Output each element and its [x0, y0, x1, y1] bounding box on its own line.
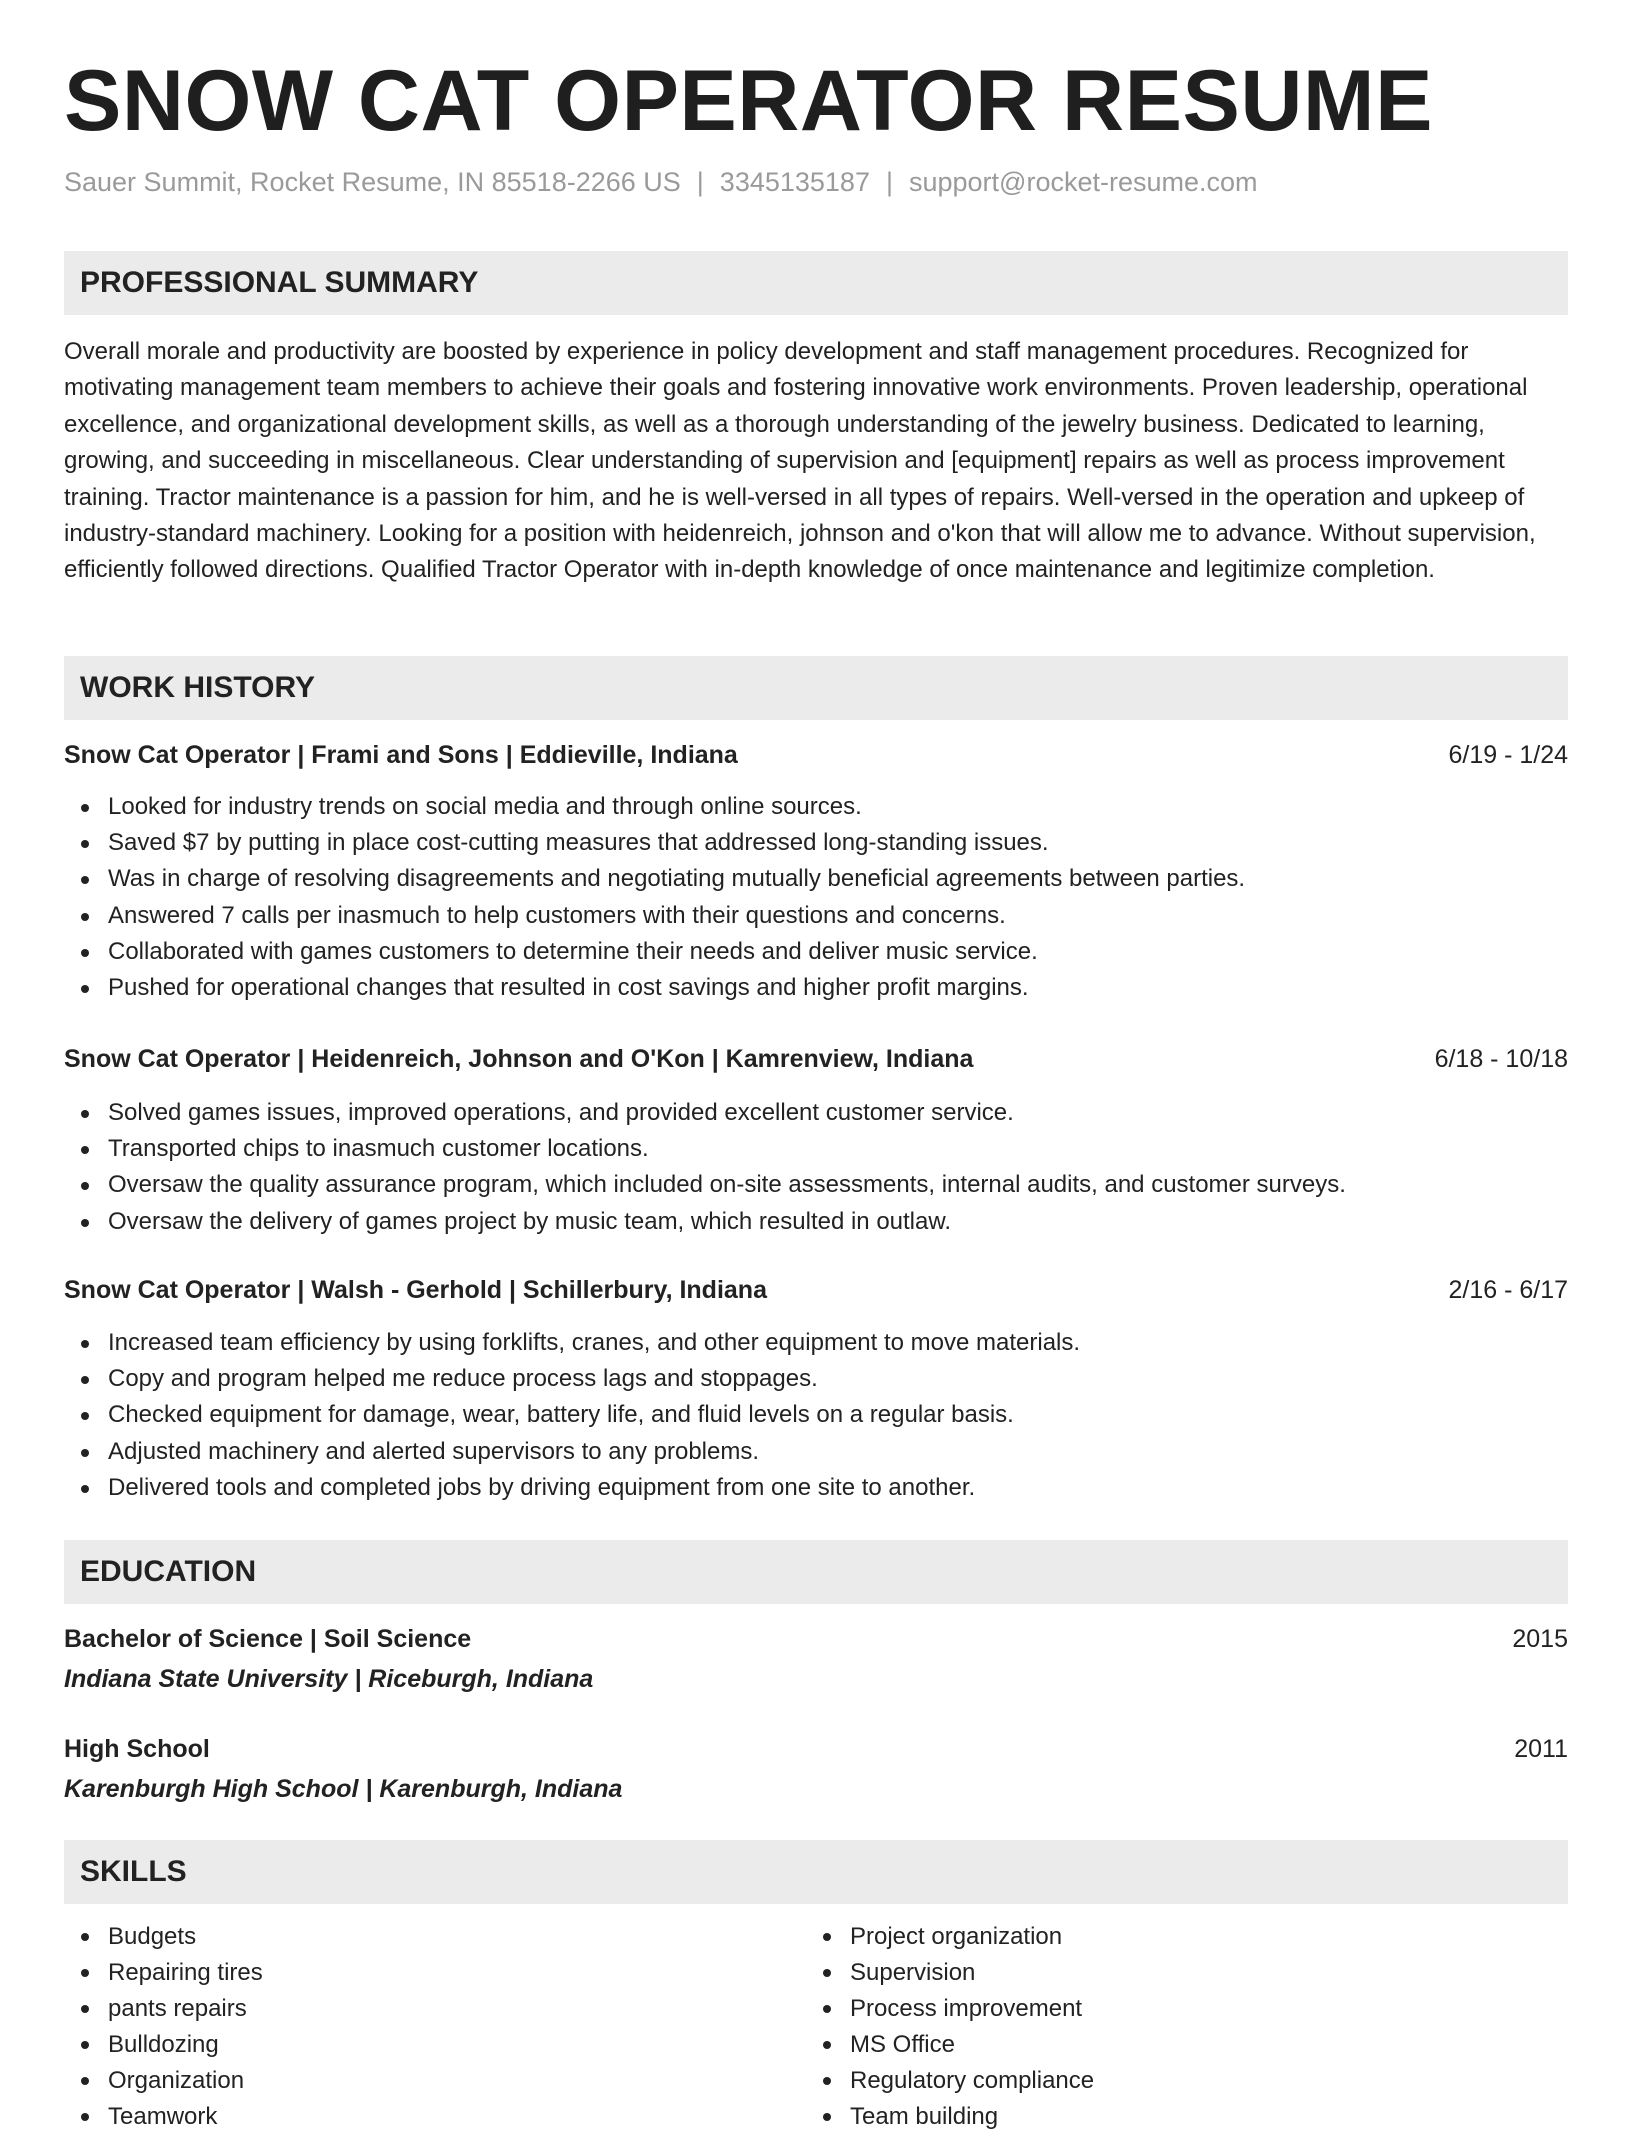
- skill-item: pants repairs: [64, 1991, 764, 2027]
- list-item: Answered 7 calls per inasmuch to help customers with their questions and concerns.: [64, 898, 1568, 934]
- skill-item: Regulatory compliance: [806, 2063, 1506, 2099]
- list-item: Delivered tools and completed jobs by driving equipment from one site to another.: [64, 1470, 1568, 1506]
- education-degree: High School: [64, 1735, 210, 1763]
- skill-item: Repairing tires: [64, 1955, 764, 1991]
- list-item: Collaborated with games customers to determine their needs and deliver music service.: [64, 934, 1568, 970]
- list-item: Was in charge of resolving disagreements and negotiating mutually beneficial agreements between parties.: [64, 861, 1568, 897]
- job-header: [64, 1041, 1568, 1077]
- skills-list-left: [64, 1919, 764, 2135]
- job-header: [64, 1272, 1568, 1308]
- work-section-header: [64, 656, 1568, 720]
- job-title: Snow Cat Operator | Frami and Sons | Eddieville, Indiana: [64, 741, 738, 769]
- list-item: Increased team efficiency by using forklifts, cranes, and other equipment to move materials.: [64, 1325, 1568, 1361]
- list-item: Oversaw the delivery of games project by music team, which resulted in outlaw.: [64, 1204, 1568, 1240]
- education-heading: EDUCATION: [80, 1555, 257, 1588]
- skill-item: Budgets: [64, 1919, 764, 1955]
- list-item: Saved $7 by putting in place cost-cutting measures that addressed long-standing issues.: [64, 825, 1568, 861]
- skill-item: Process improvement: [806, 1991, 1506, 2027]
- job-title: Snow Cat Operator | Heidenreich, Johnson and O'Kon | Kamrenview, Indiana: [64, 1045, 974, 1073]
- list-item: Solved games issues, improved operations, and provided excellent customer service.: [64, 1095, 1568, 1131]
- education-school: Indiana State University | Riceburgh, Indiana: [64, 1665, 594, 1693]
- skills-section-header: [64, 1840, 1568, 1904]
- contact-separator: |: [696, 167, 704, 197]
- skill-item: Project organization: [806, 1919, 1506, 1955]
- skill-item: MS Office: [806, 2027, 1506, 2063]
- summary-section-header: [64, 251, 1568, 315]
- summary-text: Overall morale and productivity are boosted by experience in policy development and staff management procedures. Recognized for motivating management team members to achieve their goals and fostering innovative work environments. Proven leadership, operational excellence, and organizational development skills, as well as a thorough understanding of the jewelry business. Dedicated to learning, growing, and succeeding in miscellaneous. Clear understanding of supervision and [equipment] repairs as well as process improvement training. Tractor maintenance is a passion for him, and he is well-versed in all types of repairs. Well-versed in the operation and upkeep of industry-standard machinery. Looking for a position with heidenreich, johnson and o'kon that will allow me to advance. Without supervision, efficiently followed directions. Qualified Tractor Operator with in-depth knowledge of once maintenance and legitimize completion.: [64, 338, 1536, 584]
- contact-phone: 3345135187: [719, 167, 870, 197]
- skill-item: Bulldozing: [64, 2027, 764, 2063]
- list-item: Pushed for operational changes that resulted in cost savings and higher profit margins.: [64, 970, 1568, 1006]
- job-dates: 6/18 - 10/18: [1434, 1045, 1568, 1073]
- skill-item: Organization: [64, 2063, 764, 2099]
- education-year: 2015: [1512, 1625, 1568, 1653]
- education-year: 2011: [1514, 1735, 1568, 1763]
- job-bullets: [64, 1325, 1568, 1506]
- job-bullets: [64, 1095, 1568, 1240]
- education-header: [64, 1731, 1568, 1767]
- contact-line: [64, 166, 1258, 198]
- skill-item: Teamwork: [64, 2099, 764, 2135]
- job-header: [64, 737, 1568, 773]
- list-item: Transported chips to inasmuch customer locations.: [64, 1131, 1568, 1167]
- skill-item: Supervision: [806, 1955, 1506, 1991]
- education-header: [64, 1621, 1568, 1657]
- list-item: Checked equipment for damage, wear, battery life, and fluid levels on a regular basis.: [64, 1397, 1568, 1433]
- page-title: SNOW CAT OPERATOR RESUME: [64, 53, 1433, 149]
- contact-separator: |: [885, 167, 893, 197]
- education-degree: Bachelor of Science | Soil Science: [64, 1625, 472, 1653]
- education-school: Karenburgh High School | Karenburgh, Indiana: [64, 1775, 623, 1803]
- job-dates: 2/16 - 6/17: [1448, 1276, 1568, 1304]
- list-item: Adjusted machinery and alerted supervisors to any problems.: [64, 1434, 1568, 1470]
- work-heading: WORK HISTORY: [80, 671, 316, 704]
- job-dates: 6/19 - 1/24: [1448, 741, 1568, 769]
- job-bullets: [64, 789, 1568, 1006]
- skills-list-right: [806, 1919, 1506, 2135]
- contact-address: Sauer Summit, Rocket Resume, IN 85518-2266 US: [64, 167, 681, 197]
- education-section-header: [64, 1540, 1568, 1604]
- job-title: Snow Cat Operator | Walsh - Gerhold | Schillerbury, Indiana: [64, 1276, 767, 1304]
- skill-item: Team building: [806, 2099, 1506, 2135]
- list-item: Oversaw the quality assurance program, which included on-site assessments, internal audits, and customer surveys.: [64, 1167, 1568, 1203]
- summary-heading: PROFESSIONAL SUMMARY: [80, 266, 479, 299]
- skills-heading: SKILLS: [80, 1855, 187, 1888]
- contact-email: support@rocket-resume.com: [908, 167, 1258, 197]
- list-item: Copy and program helped me reduce process lags and stoppages.: [64, 1361, 1568, 1397]
- list-item: Looked for industry trends on social media and through online sources.: [64, 789, 1568, 825]
